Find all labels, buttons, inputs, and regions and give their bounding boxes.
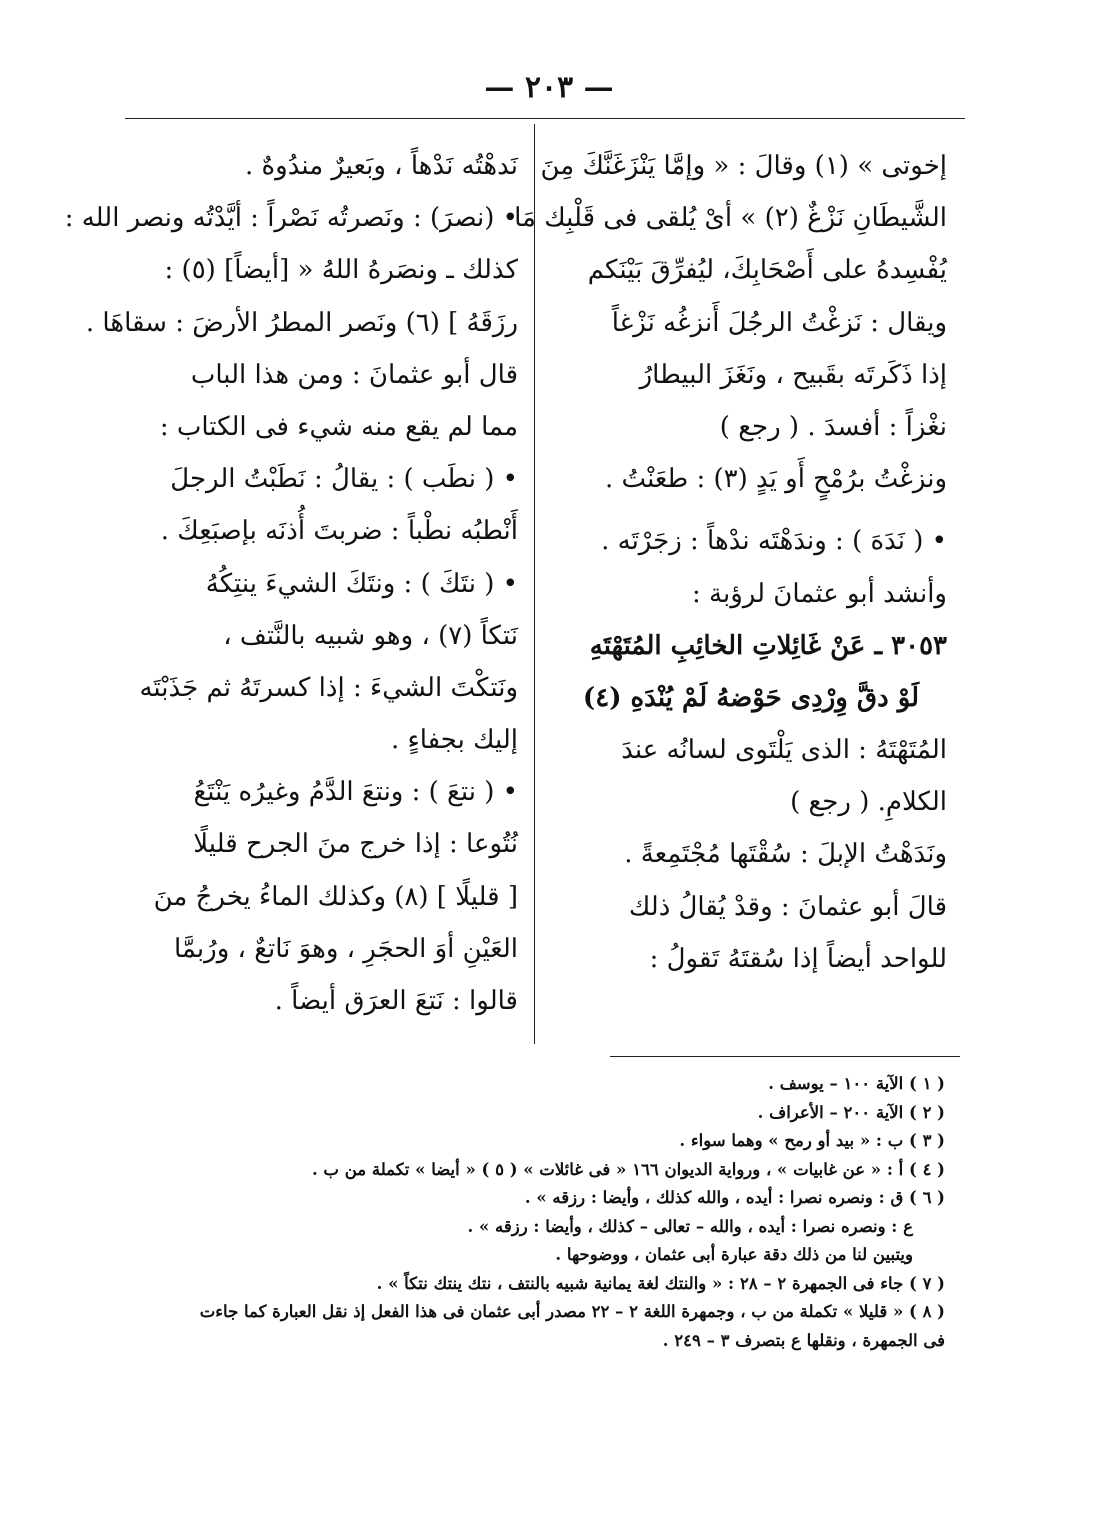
- text-line: الشَّيطَانِ نَزْغٌ (٢) » أىْ يُلقى فى قَلْبِك مَا: [514, 203, 947, 234]
- text-line: وأنشد أبو عثمانَ لرؤبة :: [692, 578, 947, 609]
- footnote: ( ٤ ) أ : « عن غابيات » ، ورواية الديوان ١٦٦ « فى غائلات » ( ٥ ) « أيضا » تكملة من ب .: [311, 1159, 945, 1179]
- text-line: مما لم يقع منه شيء فى الكتاب :: [159, 411, 518, 442]
- entry-nataba: • ( نطَب ) : يقالُ : نَطَبْتُ الرجلَ: [170, 464, 518, 495]
- footnote: ( ٨ ) « قليلا » تكملة من ب ، وجمهرة اللغة ٢ – ٢٢ مصدر أبى عثمان فى هذا الفعل إذ نقل العبارة كما جاءت: [199, 1302, 945, 1321]
- entry-nasara: • (نصرَ) : ونَصرتُه نَصْراً : أيَّدْتُه ونصر الله :: [64, 203, 518, 234]
- footnote-continuation: ع : ونصره نصرا : أيده ، والله – تعالى – كذلك ، وأيضا : رزقه » .: [467, 1216, 913, 1236]
- text-line: رزَقَهُ ] (٦) ونَصر المطرُ الأرضَ : سقاهَا .: [85, 307, 518, 338]
- text-line: قال أبو عثمانَ : ومن هذا الباب: [190, 359, 518, 390]
- entry-nadaha: • ( نَدَهَ ) : وندَهْتَه ندْهاً : زجَرْتَه .: [601, 526, 947, 557]
- text-line: [ قليلًا ] (٨) وكذلك الماءُ يخرجُ منَ: [153, 881, 518, 912]
- verse-line: ٣٠٥٣ ـ عَنْ غَائِلاتِ الخائِبِ المُتَهْتَهِ: [589, 630, 947, 661]
- column-divider: [534, 124, 535, 1044]
- text-line: نُتُوعا : إذا خرج منَ الجرح قليلًا: [193, 829, 518, 860]
- text-line: إخوتى » (١) وقالَ : « وإمَّا يَنْزَغَنَّكَ مِنَ: [540, 151, 947, 181]
- verse-line: لَوْ دقَّ وِرْدِى حَوْضهُ لَمْ يُنْدَهِ (٤): [582, 682, 920, 713]
- text-line: قالَ أبو عثمانَ : وقدْ يُقالُ ذلك: [628, 891, 947, 922]
- footnote: ( ٧ ) جاء فى الجمهرة ٢ – ٢٨ : « والنتك لغة يمانية شبيه بالنتف ، نتك ينتك نتكاً » .: [376, 1273, 945, 1293]
- header-rule: [125, 118, 965, 119]
- footnote: ( ٢ ) الآية ٢٠٠ – الأعراف .: [757, 1102, 945, 1122]
- entry-nataa: • ( نتعَ ) : ونتعَ الدَّمُ وغيرُه يَنْتَعُ: [193, 777, 518, 808]
- footnotes: [140, 1070, 945, 1355]
- text-line: يُفْسِدهُ على أَصْحَابِكَ، ليُفرِّقَ بَيْنَكم: [587, 255, 947, 286]
- footnote: ( ٦ ) ق : ونصره نصرا : أيده ، والله كذلك ، وأيضا : رزقه » .: [524, 1188, 945, 1207]
- text-line: إذا ذَكَرتَه بقَبيح ، ونَغَزَ البيطارُ: [639, 359, 947, 390]
- text-line: نَدهْتُه نَدْهاً ، وبَعيرٌ مندُوهٌ .: [245, 151, 518, 181]
- text-line: نَتكاً (٧) ، وهو شبيه بالنَّتف ،: [223, 620, 518, 651]
- text-line: ونَتكْتَ الشيءَ : إذا كسرتَهُ ثم جَذَبْتَه: [139, 672, 518, 703]
- text-line: ويقال : نَزغْتُ الرجُلَ أَنزغُه نَزْغاً: [611, 307, 947, 338]
- footnote-continuation: فى الجمهرة ، ونقلها ع بتصرف ٣ – ٢٤٩ .: [662, 1330, 945, 1350]
- text-line: المُتَهْتَهُ : الذى يَلْتَوى لسانُه عندَ: [621, 735, 947, 766]
- text-line: كذلك ـ ونصَرهُ اللهُ « [أيضاً] (٥) :: [164, 255, 518, 286]
- entry-nataka: • ( نتَكَ ) : ونتَكَ الشيءَ ينتِكُهُ: [205, 568, 518, 599]
- page-number: — ٢٠٣ —: [484, 70, 614, 105]
- text-line: الكلامِ. ( رجع ): [790, 787, 947, 818]
- text-line: أَنْطبُه نطْباً : ضربتَ أُذنَه بإصبَعِكَ .: [160, 516, 518, 547]
- right-column: [514, 140, 947, 985]
- text-line: العَيْنِ أوَ الحجَرِ ، وهوَ نَاتعٌ ، ورُبمَّا: [173, 933, 518, 964]
- text-line: إليك بجفاءٍ .: [390, 725, 518, 756]
- footnote: ( ٣ ) ب : « بيد أو رمح » وهما سواء .: [679, 1131, 945, 1150]
- footnote: ( ١ ) الآية ١٠٠ – يوسف .: [768, 1074, 945, 1093]
- footnote-rule: [610, 1056, 960, 1057]
- text-line: قالوا : نَتعَ العرَق أيضاً .: [274, 986, 518, 1016]
- text-line: ونَدَهْتُ الإبلَ : سُقْتَها مُجْتَمِعةً .: [624, 839, 947, 870]
- text-line: ونزغْتُ برُمْحٍ أَو يَدٍ (٣) : طعَنْتُ .: [605, 464, 947, 495]
- text-line: للواحد أيضاً إذا سُقتَهُ تَقولُ :: [649, 943, 947, 974]
- text-line: نغْزاً : أفسدَ . ( رجع ): [719, 411, 947, 442]
- left-column: [64, 140, 518, 1027]
- footnote-continuation: ويتبين لنا من ذلك دقة عبارة أبى عثمان ، ووضوحها .: [555, 1245, 913, 1264]
